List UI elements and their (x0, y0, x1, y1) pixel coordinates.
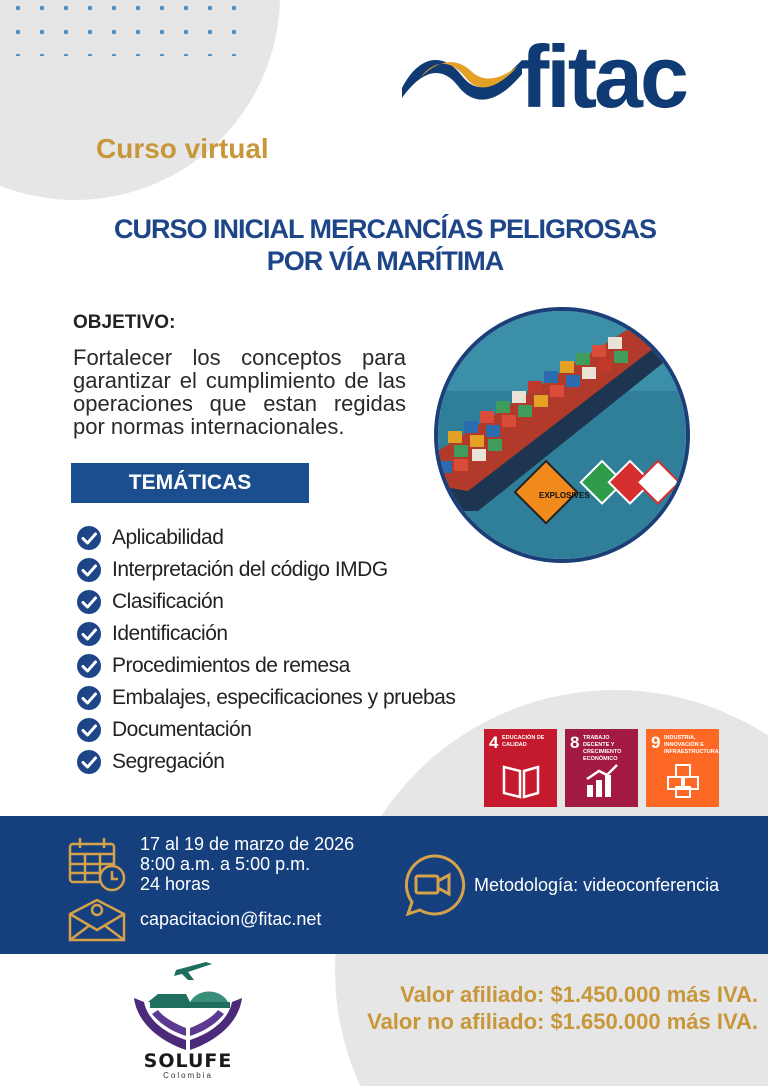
topic-label: Documentación (112, 718, 252, 741)
check-circle-icon (76, 557, 102, 583)
calendar-clock-icon (68, 836, 128, 892)
methodology: Metodología: videoconferencia (474, 875, 720, 895)
sdg-label: TRABAJO DECENTE Y CRECIMIENTO ECONÓMICO (583, 735, 622, 762)
sdg-number: 8 (570, 733, 580, 752)
cubes-icon (664, 763, 704, 799)
list-item (76, 746, 455, 778)
list-item (76, 522, 455, 554)
topic-label: Clasificación (112, 590, 224, 613)
email-icon (68, 898, 126, 942)
topics-list (76, 522, 455, 778)
video-call-icon (400, 852, 466, 918)
fitac-logo (400, 27, 730, 128)
check-circle-icon (76, 749, 102, 775)
list-item (76, 714, 455, 746)
course-duration: 24 horas (140, 874, 211, 894)
decorative-dot-pattern (6, 0, 246, 56)
topic-label: Segregación (112, 750, 225, 773)
check-circle-icon (76, 589, 102, 615)
course-title (60, 213, 710, 277)
objective-label: OBJETIVO: (73, 312, 176, 333)
course-type: Curso virtual (96, 133, 269, 164)
topic-label: Interpretación del código IMDG (112, 558, 388, 581)
price-member: Valor afiliado: $1.450.000 más IVA. (400, 982, 758, 1007)
topic-label: Procedimientos de remesa (112, 654, 350, 677)
check-circle-icon (76, 717, 102, 743)
list-item (76, 682, 455, 714)
partner-name: SOLUFE (143, 1050, 233, 1072)
logo-wordmark: fitac (520, 27, 686, 126)
sdg-9-badge (646, 729, 719, 807)
fitac-wave-icon (400, 48, 525, 108)
sdg-label: EDUCACIÓN DE CALIDAD (502, 735, 545, 748)
check-circle-icon (76, 525, 102, 551)
topic-label: Identificación (112, 622, 228, 645)
placard-text: EXPLOSIVES (539, 491, 590, 500)
list-item (76, 586, 455, 618)
sdg-label: INDUSTRIA, INNOVACIÓN E INFRAESTRUCTURA (664, 735, 719, 755)
contact-email[interactable]: capacitacion@fitac.net (140, 909, 322, 929)
sdg-4-badge (484, 729, 557, 807)
check-circle-icon (76, 653, 102, 679)
list-item (76, 650, 455, 682)
title-line-1: CURSO INICIAL MERCANCÍAS PELIGROSAS (113, 214, 657, 244)
partner-country: Colombia (163, 1071, 213, 1080)
schedule-info (140, 834, 354, 894)
topics-heading: TEMÁTICAS (71, 463, 309, 503)
course-hours: 8:00 a.m. a 5:00 p.m. (140, 854, 311, 874)
sdg-8-badge (565, 729, 638, 807)
check-circle-icon (76, 685, 102, 711)
sdg-number: 4 (489, 733, 499, 752)
title-line-2: POR VÍA MARÍTIMA (266, 246, 504, 276)
container-ship-photo (434, 307, 690, 563)
solufe-emblem-icon (128, 958, 248, 1053)
solufe-logo (128, 958, 248, 1080)
topic-label: Aplicabilidad (112, 526, 224, 549)
book-icon (502, 763, 542, 799)
check-circle-icon (76, 621, 102, 647)
course-dates: 17 al 19 de marzo de 2026 (140, 834, 355, 854)
growth-chart-icon (583, 763, 623, 799)
price-non-member: Valor no afiliado: $1.650.000 más IVA. (367, 1009, 758, 1034)
sdg-number: 9 (651, 733, 661, 752)
objective-text: Fortalecer los conceptos para garantizar el cumplimiento de las operaciones que estan regidas por normas internacionales. (73, 345, 406, 439)
list-item (76, 618, 455, 650)
list-item (76, 554, 455, 586)
topic-label: Embalajes, especificaciones y pruebas (112, 686, 456, 709)
